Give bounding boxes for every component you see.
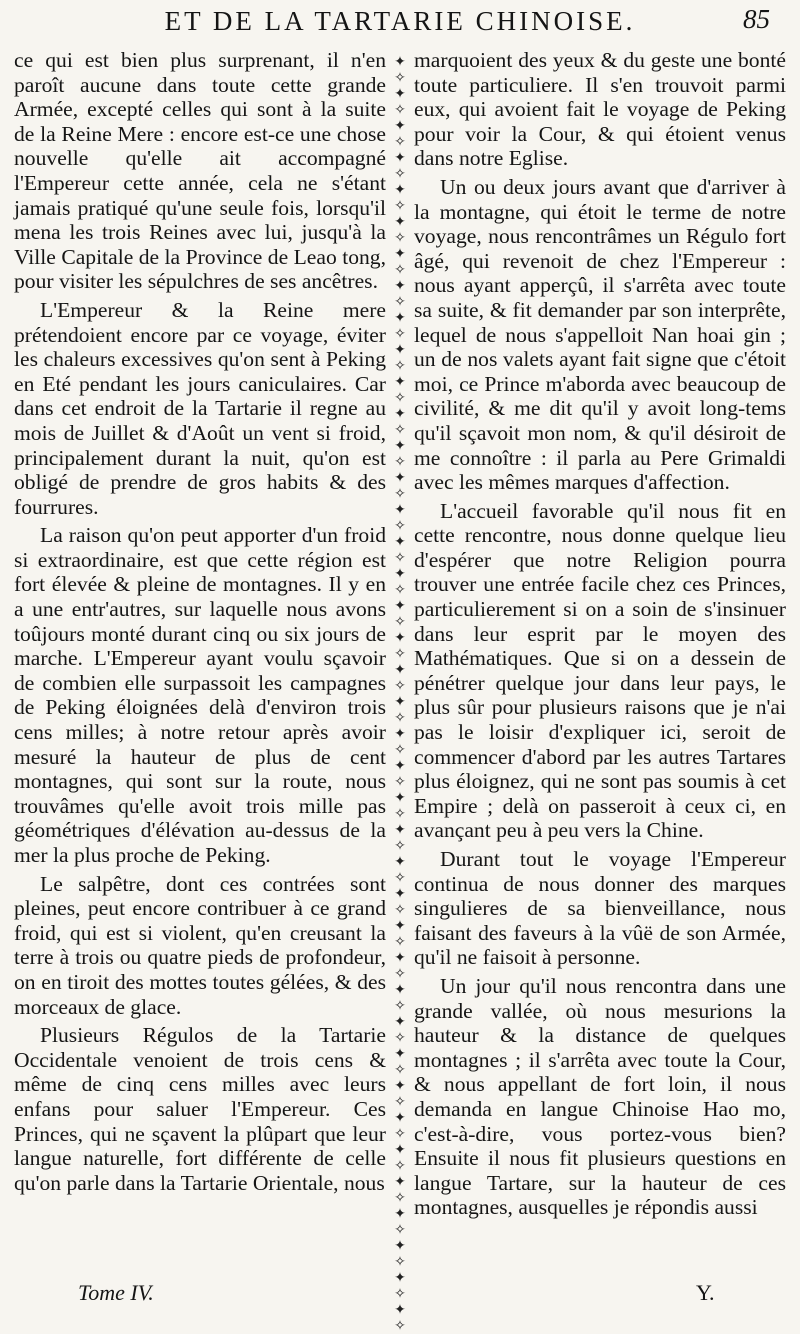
volume-label: Tome IV. <box>78 1280 154 1305</box>
left-column <box>14 48 386 1195</box>
paragraph: ce qui est bien plus surprenant, il n'en paroît aucune dans toute cette grande Armée, excepté celles qui sont à la suite de la Reine Mere : encore est-ce une chose nouvelle qu'elle ait accompagné l'Empereur cette année, cela ne s'étant jamais pratiqué qu'une seule fois, lorsqu'il mena les trois Reines avec lui, jusqu'à la Ville Capitale de la Province de Leao tong, pour visiter les sépulchres de ses ancêtres. <box>14 48 386 294</box>
paragraph: marquoient des yeux & du geste une bonté toute particuliere. Il s'en trouvoit parmi eux, qui avoient fait le voyage de Peking pour voir la Cour, & qui étoient venus dans notre Eglise. <box>414 48 786 171</box>
paragraph: Le salpêtre, dont ces contrées sont pleines, peut encore contribuer à ce grand froid, qui est si violent, qu'en creusant la terre à trois ou quatre pieds de profondeur, on en tiroit des mottes toutes gélées, & des morceaux de glace. <box>14 871 386 1019</box>
paragraph: Un jour qu'il nous rencontra dans une grande vallée, où nous mesurions la hauteur & la distance de quelques montagnes ; il s'arrêta avec toute la Cour, & nous appellant de fort loin, il nous demanda en langue Chinoise Hao mo, c'est-à-dire, vous portez-vous bien? Ensuite il nous fit plusieurs questions en langue Tartare, sur la hauteur de ces montagnes, ausquelles je répondis aussi <box>414 973 786 1220</box>
paragraph: L'accueil favorable qu'il nous fit en cette rencontre, nous donne quelque lieu d'espérer que notre Religion pourra trouver une entrée facile chez ces Princes, particulierement si on a soin de s'insinuer dans leur esprit par le moyen des Mathématiques. Que si on a dessein de pénétrer quelque jour dans leur pays, le plus sûr pour plusieurs raisons que je n'ai pas le loisir d'expliquer ici, seroit de commencer d'abord par les autres Tartares plus éloignez, qui ne sont pas soumis à cet Empire ; delà on passeroit à ceux ci, en avançant peu à peu vers la Chine. <box>414 498 786 843</box>
paragraph: Un ou deux jours avant que d'arriver à la montagne, qui étoit le terme de notre voyage, nous rencontrâmes un Régulo fort âgé, qui revenoit de chez l'Empereur : nous ayant apperçû, il s'arrêta avec toute sa suite, & fit demander par son interprête, lequel de nous s'appelloit Nan hoai gin ; un de nos valets ayant fait signe que c'étoit moi, ce Prince m'aborda avec beaucoup de civilité, & me dit qu'il y avoit long-tems qu'il sçavoit mon nom, & qu'il désiroit de me connoître : il parla au Pere Grimaldi avec les mêmes marques d'affection. <box>414 174 786 495</box>
paragraph: La raison qu'on peut apporter d'un froid si extraordinaire, est que cette région est fort élevée & pleine de montagnes. Il y en a une entr'autres, sur laquelle nous avons toûjours monté durant cinq ou six jours de marche. L'Empereur ayant voulu sçavoir de combien elle surpassoit les campagnes de Peking éloignées delà d'environ trois cens milles; à notre retour après avoir mesuré la hauteur de plus de cent montagnes, qui sont sur la route, nous trouvâmes qu'elle avoit trois mille pas géométriques d'élévation au-dessus de la mer la plus proche de Peking. <box>14 523 386 867</box>
paragraph: L'Empereur & la Reine mere prétendoient encore par ce voyage, éviter les chaleurs excessives qu'on sent à Peking en Eté pendant les jours caniculaires. Car dans cet endroit de la Tartarie il regne au mois de Juillet & d'Août un vent si froid, principalement durant la nuit, qu'on est obligé de prendre de gros habits & des fourrures. <box>14 297 386 519</box>
ornamental-column-divider: ✦ ✧ ✦ ✧ ✦ ✧ ✦ ✧ ✦ ✧ ✦ ✧ ✦ ✧ ✦ ✧ ✦ ✧ ✦ ✧ ✦ ✧ ✦ ✧ ✦ ✧ ✦ ✧ ✦ ✧ ✦ ✧ ✦ ✧ ✦ ✧ ✦ ✧ ✦ ✧ ✦ ✧ ✦ ✧ ✦ ✧ ✦ ✧ ✦ ✧ ✦ ✧ ✦ ✧ ✦ ✧ ✦ ✧ ✦ ✧ ✦ ✧ ✦ ✧ ✦ ✧ ✦ ✧ ✦ ✧ ✦ ✧ ✦ ✧ ✦ ✧ ✦ ✧ ✦ ✧ <box>394 54 406 1334</box>
signature-mark: Y. <box>696 1280 715 1305</box>
paragraph: Durant tout le voyage l'Empereur continua de nous donner des marques singulieres de sa bienveillance, nous faisant des faveurs à la vûë de son Armée, qu'il ne faisoit à personne. <box>414 847 786 970</box>
page-number: 85 <box>743 4 770 34</box>
page-footer <box>0 1280 800 1316</box>
running-head <box>0 2 800 46</box>
running-title: ET DE LA TARTARIE CHINOISE. <box>164 6 636 36</box>
paragraph: Plusieurs Régulos de la Tartarie Occidentale venoient de trois cens & même de cinq cens milles avec leurs enfans pour saluer l'Empereur. Ces Princes, qui ne sçavent la plûpart que leur langue naturelle, fort différente de celle qu'on parle dans la Tartarie Orientale, nous <box>14 1023 386 1195</box>
right-column <box>414 48 786 1220</box>
